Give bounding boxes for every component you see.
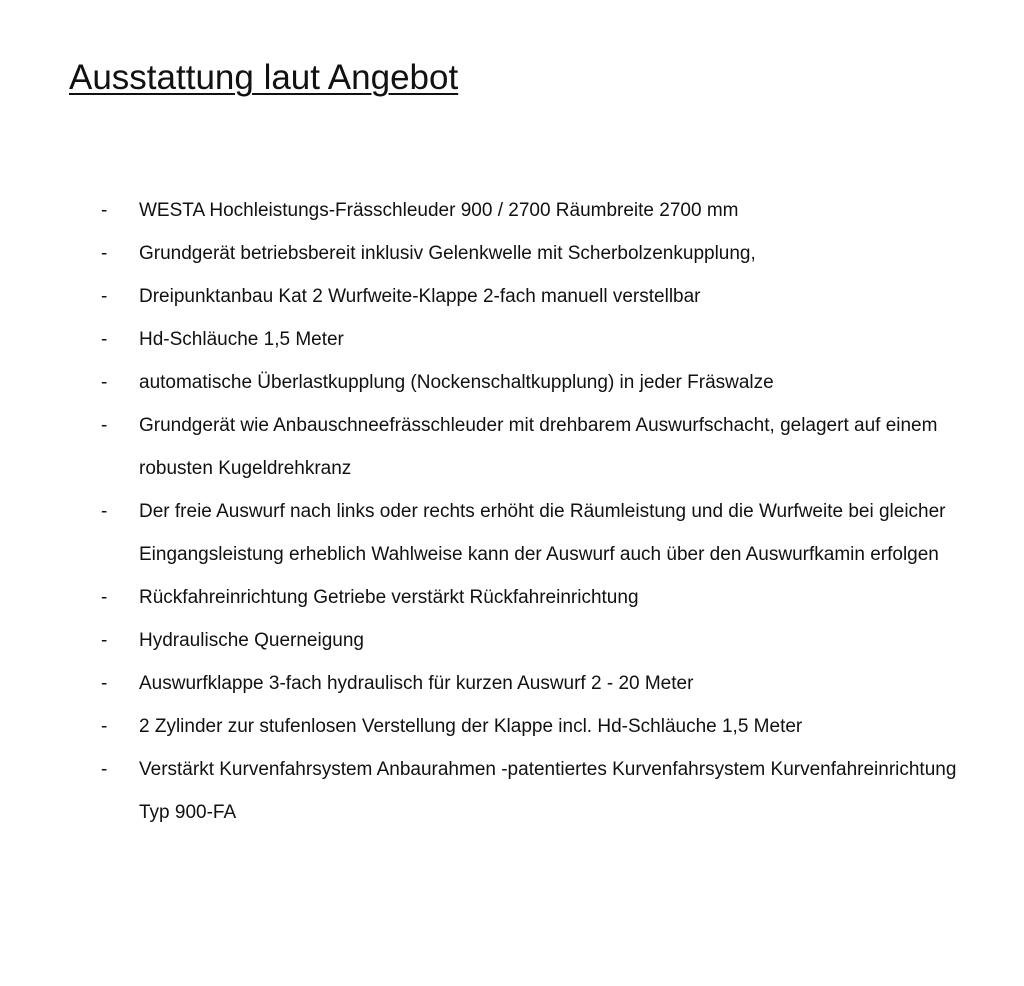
- list-item: [0, 576, 959, 619]
- list-item: [0, 361, 959, 404]
- bullet-dash: -: [101, 587, 108, 608]
- list-item: [0, 619, 959, 662]
- bullet-dash: -: [101, 329, 108, 350]
- bullet-dash: -: [101, 286, 108, 307]
- list-item-text: Rückfahreinrichtung Getriebe verstärkt Rückfahreinrichtung: [139, 587, 639, 608]
- equipment-list: [0, 189, 1024, 834]
- list-item-text: Hd-Schläuche 1,5 Meter: [139, 329, 344, 350]
- list-item: [0, 490, 959, 576]
- list-item-text: Hydraulische Querneigung: [139, 630, 364, 651]
- list-item-text: 2 Zylinder zur stufenlosen Verstellung der Klappe incl. Hd-Schläuche 1,5 Meter: [139, 716, 803, 737]
- bullet-dash: -: [101, 415, 108, 436]
- list-item: [0, 232, 959, 275]
- list-item: [0, 662, 959, 705]
- list-item-text: Der freie Auswurf nach links oder rechts erhöht die Räumleistung und die Wurfweite bei gleicher Eingangsleistung erheblich Wahlweise kann der Auswurf auch über den Auswurfkamin erfolgen: [139, 501, 946, 565]
- list-item-text: Grundgerät betriebsbereit inklusiv Gelenkwelle mit Scherbolzenkupplung,: [139, 243, 756, 264]
- list-item-text: Grundgerät wie Anbauschneefrässchleuder mit drehbarem Auswurfschacht, gelagert auf einem robusten Kugeldrehkranz: [139, 415, 938, 479]
- list-item: [0, 318, 959, 361]
- list-item: [0, 705, 959, 748]
- list-item-text: Dreipunktanbau Kat 2 Wurfweite-Klappe 2-fach manuell verstellbar: [139, 286, 701, 307]
- bullet-dash: -: [101, 759, 108, 780]
- bullet-dash: -: [101, 372, 108, 393]
- bullet-dash: -: [101, 200, 108, 221]
- list-item-text: Verstärkt Kurvenfahrsystem Anbaurahmen -patentiertes Kurvenfahrsystem Kurvenfahreinrichtung Typ 900-FA: [139, 759, 957, 823]
- list-item: [0, 189, 959, 232]
- list-item-text: automatische Überlastkupplung (Nockenschaltkupplung) in jeder Fräswalze: [139, 372, 774, 393]
- bullet-dash: -: [101, 501, 108, 522]
- document-title: Ausstattung laut Angebot: [69, 58, 459, 97]
- bullet-dash: -: [101, 630, 108, 651]
- list-item: [0, 748, 959, 834]
- bullet-dash: -: [101, 716, 108, 737]
- list-item: [0, 275, 959, 318]
- list-item: [0, 404, 959, 490]
- list-item-text: Auswurfklappe 3-fach hydraulisch für kurzen Auswurf 2 - 20 Meter: [139, 673, 694, 694]
- bullet-dash: -: [101, 673, 108, 694]
- bullet-dash: -: [101, 243, 108, 264]
- list-item-text: WESTA Hochleistungs-Frässchleuder 900 / 2700 Räumbreite 2700 mm: [139, 200, 739, 221]
